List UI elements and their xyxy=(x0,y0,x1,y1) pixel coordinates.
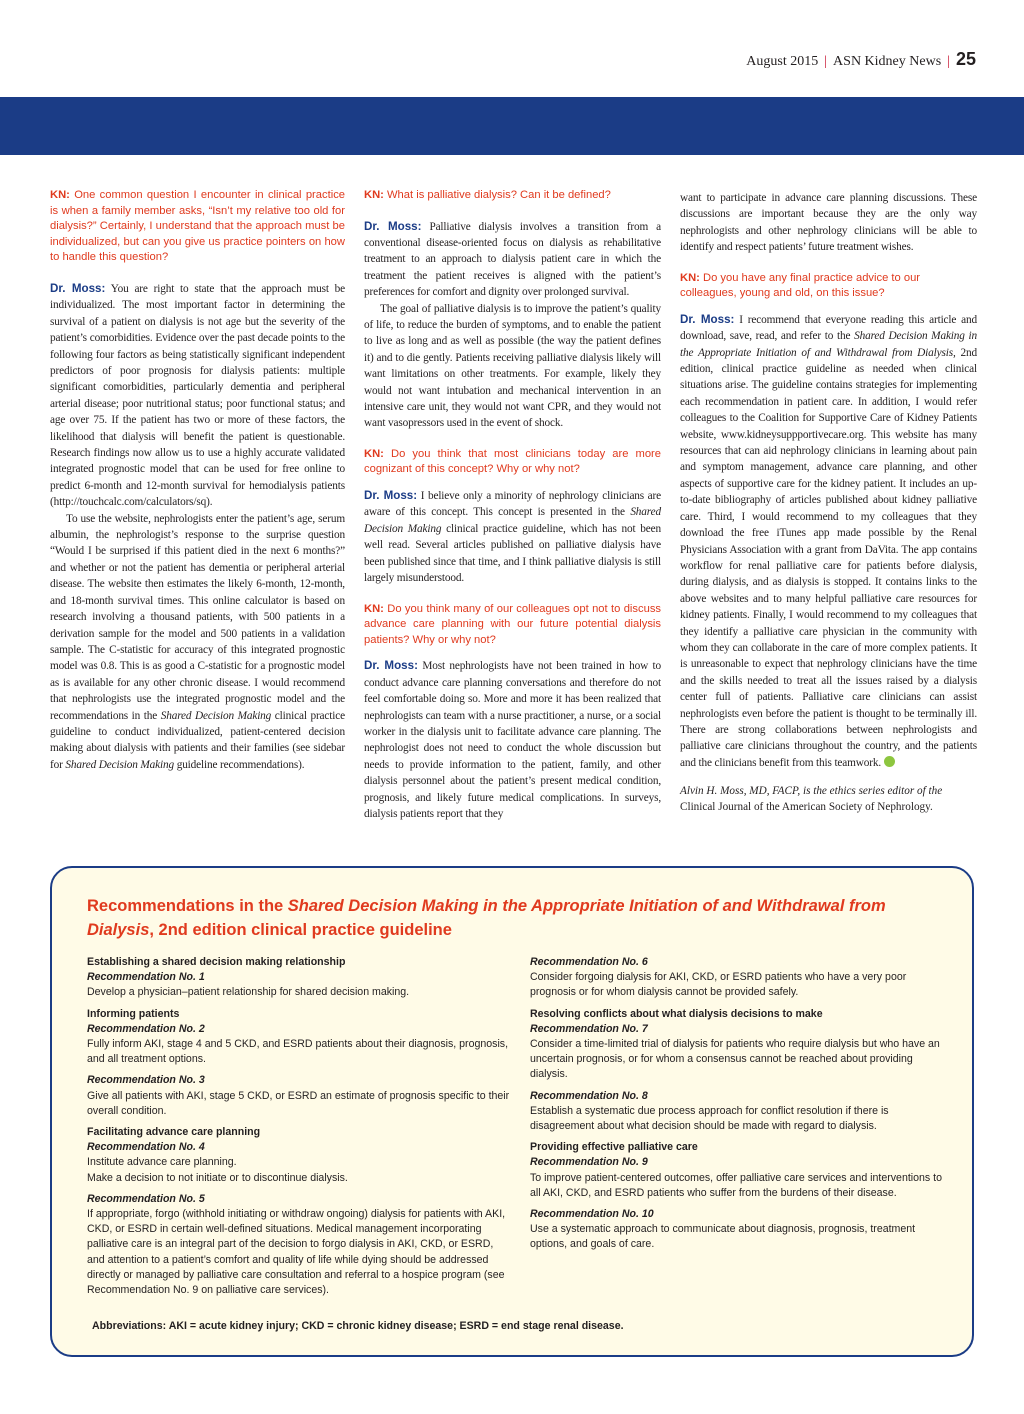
recommendation-block xyxy=(87,1007,512,1068)
answer-4-continued: want to participate in advance care planning discussions. These discussions are important because they are the only way nephrologists and other nephrology clinicians will be able to identify and respect patients’ future treatment wishes. xyxy=(680,192,977,254)
sidebar-left-column xyxy=(87,955,512,1304)
end-mark-icon xyxy=(884,756,895,767)
text-run: guideline recommendations). xyxy=(174,758,305,771)
byline-italic: Alvin H. Moss, MD, FACP, is the ethics series editor of the xyxy=(680,785,943,798)
author-byline xyxy=(680,783,977,815)
question-1 xyxy=(50,188,345,266)
answer-2-paragraph-2: The goal of palliative dialysis is to improve the patient’s quality of life, to reduce the burden of symptoms, and to enable the patient to live as long and as well as possible (the way the patient defines it) and to die gently. Patients receiving palliative dialysis likely will want limitations on other treatments. For example, likely they would not want intubation and mechanical intervention in an intensive care unit, they would not want CPR, and they would not want vasopressors used in the event of shock. xyxy=(364,302,661,430)
column-2 xyxy=(364,188,661,822)
text-run: To use the website, nephrologists enter the patient’s age, serum albumin, the nephrologist’s response to the surprise question “Would I be surprised if this patient died in the next 6 months?” and whether or not the patient has dementia or peripheral arterial disease. The website then estimates the likely 6-month, 12-month, and 18-month survival times. This online calculator is based on research involving a thousand patients, with 500 patients in a derivation sample for the model and 500 patients in a validation sample. The C-statistic for accuracy of this integrated prognostic model was 0.8. This is as good a C-statistic for a prognostic model as is available for any other chronic disease. I would recommend that nephrologists use the integrated prognostic model and the recommendations in the xyxy=(50,512,345,722)
answer-3 xyxy=(364,488,661,586)
recommendation-number: Recommendation No. 8 xyxy=(530,1089,648,1102)
question-4 xyxy=(364,602,661,649)
recommendation-text: If appropriate, forgo (withhold initiating or withdraw ongoing) dialysis for patients with AKI, CKD, or ESRD in certain well-defined situations. Medical management incorporating palliative care is an integral part of the decision to forgo dialysis in AKI, CKD, or ESRD, and attention to a patient’s comfort and quality of life while dying should be addressed directly or managed by palliative care consultation and referral to a hospice program (see Recommendation No. 9 on palliative care services). xyxy=(87,1208,506,1297)
guideline-title: Shared Decision Making in the Appropriate Initiation of and Withdrawal from Dialysis, xyxy=(680,330,978,359)
speaker-label: Dr. Moss: xyxy=(364,659,418,673)
guideline-title: Shared Decision Making xyxy=(364,506,661,535)
journal-name: Clinical Journal of the American Society of Nephrology. xyxy=(680,801,933,814)
recommendation-text: Fully inform AKI, stage 4 and 5 CKD, and ESRD patients about their diagnosis, prognosis, and all treatment options. xyxy=(87,1038,509,1066)
page-number: 25 xyxy=(955,49,976,69)
abbreviations-note: Abbreviations: AKI = acute kidney injury; CKD = chronic kidney disease; ESRD = end stage renal disease. xyxy=(92,1320,624,1332)
recommendation-category: Informing patients xyxy=(87,1007,180,1020)
publication-name: ASN Kidney News xyxy=(833,54,942,69)
recommendation-number: Recommendation No. 4 xyxy=(87,1141,205,1154)
header-separator: | xyxy=(824,54,828,69)
text-run: 2nd edition, clinical practice guideline as needed when clinical situations arise. The guideline contains strategies for implementing each recommendation in patient care. In addition, I would refer colleagues to the Coalition for Supportive Care of Kidney Patients website, www.kidneysuppportivecare.org. This website has many resources that can aid nephrology clinicians in learning about pain and symptom management, advance care planning, and other aspects of supportive care for the kidney patient. It includes an up-to-date bibliography of articles published about kidney palliative care. Third, I would recommend to my colleagues that they download the free iTunes app made possible by the Renal Physicians Association with a grant from DaVita. The app contains workflow for renal palliative care for patients before dialysis, during dialysis, and as dialysis is stopped. It contains links to the above websites and to many helpful palliative care resources for kidney patients. Finally, I would recommend to my colleagues that they identify a palliative care physician in the community with whom they can collaborate in the care of more complex patients. It is unreasonable to expect that nephrology clinicians have the time and the skills needed to treat all the issues raised by a dialysis center full of patients. Palliative care clinicians can assist nephrologists even before the patient is thought to be terminally ill. There are strong collaborations between nephrologists and palliative care clinicians throughout the country, and the patients and the clinicians benefit from this teamwork. xyxy=(680,346,978,769)
title-run: , 2nd edition clinical practice guideline xyxy=(149,921,452,939)
question-5 xyxy=(680,271,977,302)
guideline-title: Shared Decision Making xyxy=(65,758,175,771)
text-run: I recommend that everyone reading this article and download, save, read, and refer to the xyxy=(680,313,977,343)
recommendation-category: Establishing a shared decision making relationship xyxy=(87,956,346,968)
speaker-label: Dr. Moss: xyxy=(680,312,735,326)
recommendation-number: Recommendation No. 2 xyxy=(87,1022,205,1035)
recommendation-block xyxy=(87,1192,512,1298)
text-run: I believe only a minority of nephrology clinicians are aware of this concept. This concept is presented in the xyxy=(364,490,661,519)
question-2 xyxy=(364,188,661,204)
recommendation-text: Establish a systematic due process approach for conflict resolution if there is disagreement about what decision should be made with regard to dialysis. xyxy=(530,1104,889,1133)
recommendation-block xyxy=(530,1007,950,1083)
recommendation-text: Give all patients with AKI, stage 5 CKD, or ESRD an estimate of prognosis specific to their overall condition. xyxy=(87,1089,510,1117)
recommendation-number: Recommendation No. 9 xyxy=(530,1156,648,1169)
header-separator-2: | xyxy=(947,54,950,69)
text-run: clinical practice guideline to conduct individualized, patient-centered decision making about dialysis with patients and their families (see sidebar for xyxy=(50,709,345,771)
recommendation-text: Institute advance care planning. xyxy=(87,1156,237,1169)
recommendation-block xyxy=(87,1125,512,1186)
question-text: Do you think that most clinicians today are more cognizant of this concept? Why or why not? xyxy=(364,447,662,476)
recommendation-text: Consider a time-limited trial of dialysis for patients who require dialysis but who have an uncertain prognosis, or for whom a consensus cannot be reached about providing dialysis. xyxy=(530,1038,940,1081)
kn-label: KN: xyxy=(364,602,384,615)
kn-label: KN: xyxy=(680,271,700,284)
kn-label: KN: xyxy=(364,447,384,460)
recommendation-block xyxy=(530,1140,950,1201)
recommendation-category: Resolving conflicts about what dialysis decisions to make xyxy=(530,1007,823,1020)
answer-2 xyxy=(364,219,661,301)
recommendation-block xyxy=(530,1207,950,1253)
recommendations-sidebar xyxy=(50,866,974,1357)
question-text: What is palliative dialysis? Can it be defined? xyxy=(387,189,611,201)
page-header xyxy=(746,49,976,70)
question-text: Do you think many of our colleagues opt not to discuss advance care planning with our future potential dialysis patients? Why or why not? xyxy=(364,602,662,646)
answer-1 xyxy=(50,281,345,511)
answer-text: You are right to state that the approach must be individualized. The most important factor in determining the survival of a patient on dialysis is not age but the severity of the patient’s comorbidities. Evidence over the past decade points to the following four factors as being statistically significant independent predictors of poor prognosis for dialysis patients: multiple significant comorbidities, particularly dementia and peripheral arterial disease; poor nutritional status; poor functional status; and age over 75. If the patient has two or more of these factors, the likelihood that dialysis will benefit the patient is questionable. Research findings now allow us to use a highly accurate validated integrated prognostic model that can be used for free online to predict 6-month and 12-month survival for hemodialysis patients (http://touchcalc.com/calculators/sq). xyxy=(50,282,345,509)
recommendation-text: Consider forgoing dialysis for AKI, CKD, or ESRD patients who have a very poor prognosis or for whom dialysis cannot be provided safely. xyxy=(530,971,907,999)
recommendation-block xyxy=(87,1073,512,1119)
question-text: Do you have any final practice advice to our colleagues, young and old, on this issue? xyxy=(680,271,921,300)
recommendation-number: Recommendation No. 7 xyxy=(530,1022,648,1035)
sidebar-right-column xyxy=(530,955,950,1259)
recommendation-block xyxy=(87,955,512,1001)
recommendation-number: Recommendation No. 10 xyxy=(530,1208,654,1221)
title-run: Recommendations in the xyxy=(87,897,288,915)
recommendation-category: Providing effective palliative care xyxy=(530,1141,698,1154)
sidebar-title xyxy=(87,894,947,942)
guideline-title: Shared Decision Making xyxy=(160,709,272,722)
recommendation-block xyxy=(530,1089,950,1135)
title-italic: Shared Decision Making in the Appropriate Initiation of and Withdrawal from Dialysis xyxy=(87,897,886,939)
recommendation-number: Recommendation No. 3 xyxy=(87,1074,205,1087)
answer-4 xyxy=(364,658,661,822)
answer-text: Most nephrologists have not been trained in how to conduct advance care planning conversations and therefore do not feel comfortable doing so. More and more it has been realized that nephrologists can team with a nurse practitioner, a nurse, or a social worker in the dialysis unit to facilitate advance care planning. The nephrologist does not need to conduct the whole discussion but needs to provide information to the patient, family, and other dialysis personnel about the patient’s present medical condition, prognosis, and likely future medical complications. In surveys, dialysis patients report that they xyxy=(364,660,661,820)
recommendation-number: Recommendation No. 5 xyxy=(87,1192,205,1205)
kn-label: KN: xyxy=(364,189,384,201)
recommendation-text: Make a decision to not initiate or to discontinue dialysis. xyxy=(87,1171,348,1184)
issue-date: August 2015 xyxy=(746,54,819,69)
column-3 xyxy=(680,190,977,815)
column-1 xyxy=(50,188,345,773)
text-run: clinical practice guideline, which has not been well read. Several articles published on palliative dialysis have been published since that time, and I think palliative dialysis is still largely misunderstood. xyxy=(364,522,661,585)
recommendation-text: To improve patient-centered outcomes, offer palliative care services and interventions to all AKI, CKD, and ESRD patients who suffer from the burdens of their disease. xyxy=(530,1171,942,1199)
blue-banner xyxy=(0,97,1024,155)
recommendation-text: Use a systematic approach to communicate about diagnosis, prognosis, treatment options, and goals of care. xyxy=(530,1223,916,1251)
answer-5 xyxy=(680,312,977,771)
recommendation-category: Facilitating advance care planning xyxy=(87,1126,261,1139)
kn-label: KN: xyxy=(50,189,70,201)
question-3 xyxy=(364,447,661,478)
answer-text: Palliative dialysis involves a transition from a conventional disease-oriented focus on dialysis as rehabilitative treatment to an approach to dialysis patient care in which the treatment the patient receives is aligned with the patient’s preferences for comfort and dignity over prolonged survival. xyxy=(364,220,661,299)
question-text: One common question I encounter in clinical practice is when a family member asks, “Isn’t my relative too old for dialysis?” Certainly, I understand that the approach must be individualized, but can you give us practice pointers on how to handle this question? xyxy=(50,189,346,264)
answer-1-paragraph-2 xyxy=(50,511,345,774)
speaker-label: Dr. Moss: xyxy=(364,489,418,503)
recommendation-text: Develop a physician–patient relationship for shared decision making. xyxy=(87,986,410,999)
speaker-label: Dr. Moss: xyxy=(50,281,106,295)
recommendation-number: Recommendation No. 6 xyxy=(530,956,648,968)
speaker-label: Dr. Moss: xyxy=(364,219,422,233)
recommendation-number: Recommendation No. 1 xyxy=(87,971,205,984)
recommendation-block xyxy=(530,955,950,1001)
